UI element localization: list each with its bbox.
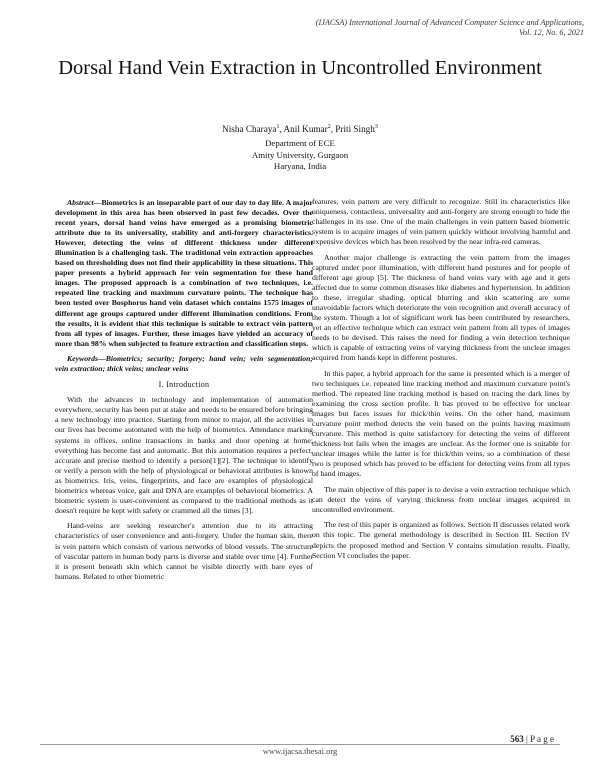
author-2: Anil Kumar [283, 124, 328, 134]
author-location: Haryana, India [273, 161, 327, 172]
author-3-affil: 3 [374, 123, 378, 130]
journal-header [316, 18, 584, 38]
keywords [55, 354, 313, 374]
footer-divider [40, 744, 560, 745]
author-2-affil: 2 [327, 123, 331, 130]
keywords-label: Keywords— [67, 354, 106, 364]
journal-line-2: Vol. 12, No. 6, 2021 [518, 28, 584, 37]
abstract [55, 198, 313, 349]
left-column [55, 198, 313, 587]
body-paragraph: The rest of this paper is organized as follows. Section II discusses related work on this topic. The general methodology is described in Section III. Section IV depicts the proposed method and Section V contains simulation results. Finally, Section VI concludes the paper. [312, 520, 570, 560]
body-paragraph: The main objective of this paper is to devise a vein extraction technique which can detect the veins of varying thickness from unclear images acquired in uncontrolled environment. [312, 484, 570, 514]
author-block [0, 124, 600, 173]
author-university: Amity University, Gurgaon [251, 149, 349, 160]
paper-title: Dorsal Hand Vein Extraction in Uncontrolled Environment [58, 57, 542, 79]
author-department: Department of ECE [265, 138, 335, 149]
section-heading-introduction: I. Introduction [158, 380, 210, 390]
author-3: Priti Singh [335, 124, 375, 134]
author-names: Nisha Charaya$^1$, Anil Kumar$^2$, Priti Singh$^3$ [222, 123, 378, 134]
page-number-label: | P a g e [523, 734, 554, 744]
body-paragraph: Another major challenge is extracting the vein pattern from the images captured under poor illumination, with different hand postures and for people of different age group [5]. The thickness of hand veins vary with age and it gets affected due to some common diseases like diabetes and hypertension. In addition to these, irregular shading, optical blurring and skin scattering are some unavoidable factors which deteriorate the vein recognition and overall accuracy of the system. Though a lot of significant work has been contributed by researchers, yet an effective technique which can extract vein pattern from all types of images needs to be devised. This raises the need for finding a vein detection technique which is capable of extracting veins of varying thickness from the unclear images acquired from hands kept in different postures. [312, 252, 570, 363]
keywords-text: Biometrics; security; forgery; hand vein; vein segmentation; vein extraction; thick veins; unclear veins [55, 354, 313, 374]
page-number [510, 734, 554, 744]
body-paragraph: features, vein pattern are very difficult to recognize. Still its characteristics like uniqueness, contactless, universality and anti-forgery are strong enough to hide the challenges in its use. One of the main challenges in vein pattern based biometric system is to acquire images of vein pattern quickly without involving harmful and expensive devices which has been resolved by the near infra-red cameras. [312, 197, 570, 247]
body-paragraph: With the advances in technology and implementation of automation everywhere, security has been put at stake and needs to be ensured before bringing a new technology into practice. Starting from minor to major, all the activities in our lives has become automated with the help of biometrics. Attendance marking systems in offices, online transactions in banks and door opening at home; everything has become fast and automatic. But this automation requires a perfect, accurate and precise method to identify a person[1][2]. The technique to identify or verify a person with the help of physiological or behavioral attributes is known as biometrics. Iris, veins, fingerprints, and face are examples of physiological biometrics whereas voice, gait and DNA are examples of behavioral biometrics. A biometric system is user-convenient as compared to the traditional methods as it doesn't require be kept with safety or crammed all the times [3]. [55, 395, 313, 515]
author-1: Nisha Charaya [222, 124, 277, 134]
abstract-label: Abstract— [67, 198, 102, 207]
abstract-text: Biometrics is an inseparable part of our day to day life. A major development in this area has been observed in past few decades. Over the recent years, dorsal hand veins have emerged as a promising biometric attribute due to its universality, stability and anti-forgery characteristics. However, detecting the veins of different thickness under different illumination is a challenging task. The traditional vein extraction approaches based on thresholding does not find their applicability in these situations. This paper presents a hybrid approach for vein segmentation for these hand images. The proposed approach is a combination of two techniques, i.e. repeated line tracking and maximum curvature points. The technique has been tested over Bosphorus hand vein dataset which contains 1575 images of different age groups captured under different illumination conditions. From the results, it is evident that this technique is suitable to extract vein pattern from all types of images. Further, these images have yielded an accuracy of more than 98% when subjected to feature extraction and classification steps. [55, 198, 313, 348]
author-1-affil: 1 [276, 123, 280, 130]
journal-line-1: (IJACSA) International Journal of Advanced Computer Science and Applications, [315, 18, 584, 27]
page-number-value: 563 [510, 734, 524, 744]
right-column [312, 197, 570, 566]
body-paragraph: In this paper, a hybrid approach for the same is presented which is a merger of two techniques i.e. repeated line tracking method and maximum curvature point's method. The repeated line tracking method is based on tracing the dark lines by examining the cross section profile. It has proved to be effective for unclear images but faces issues for thick/thin veins. On the other hand, maximum curvature point method detects the vein based on the points having maximum curvature. This method is quite satisfactory for detecting the veins of different thickness but fails when the images are unclear. As the former one is suitable for unclear images while the latter is for thick/thin veins, so a combination of these two is proposed which has proved to be efficient for detecting veins from all types of hand images. [312, 368, 570, 479]
footer-url: www.ijacsa.thesai.org [262, 746, 338, 756]
body-paragraph: Hand-veins are seeking researcher's attention due to its attracting characteristics of user convenience and anti-forgery. Under the human skin, there is vein pattern which consists of various networks of blood vessels. The structure of vascular pattern in human body parts is diverse and stable over time [4]. Further it is present beneath skin which cannot be visible directly with bare eyes of humans. Related to other biometric [55, 521, 313, 581]
